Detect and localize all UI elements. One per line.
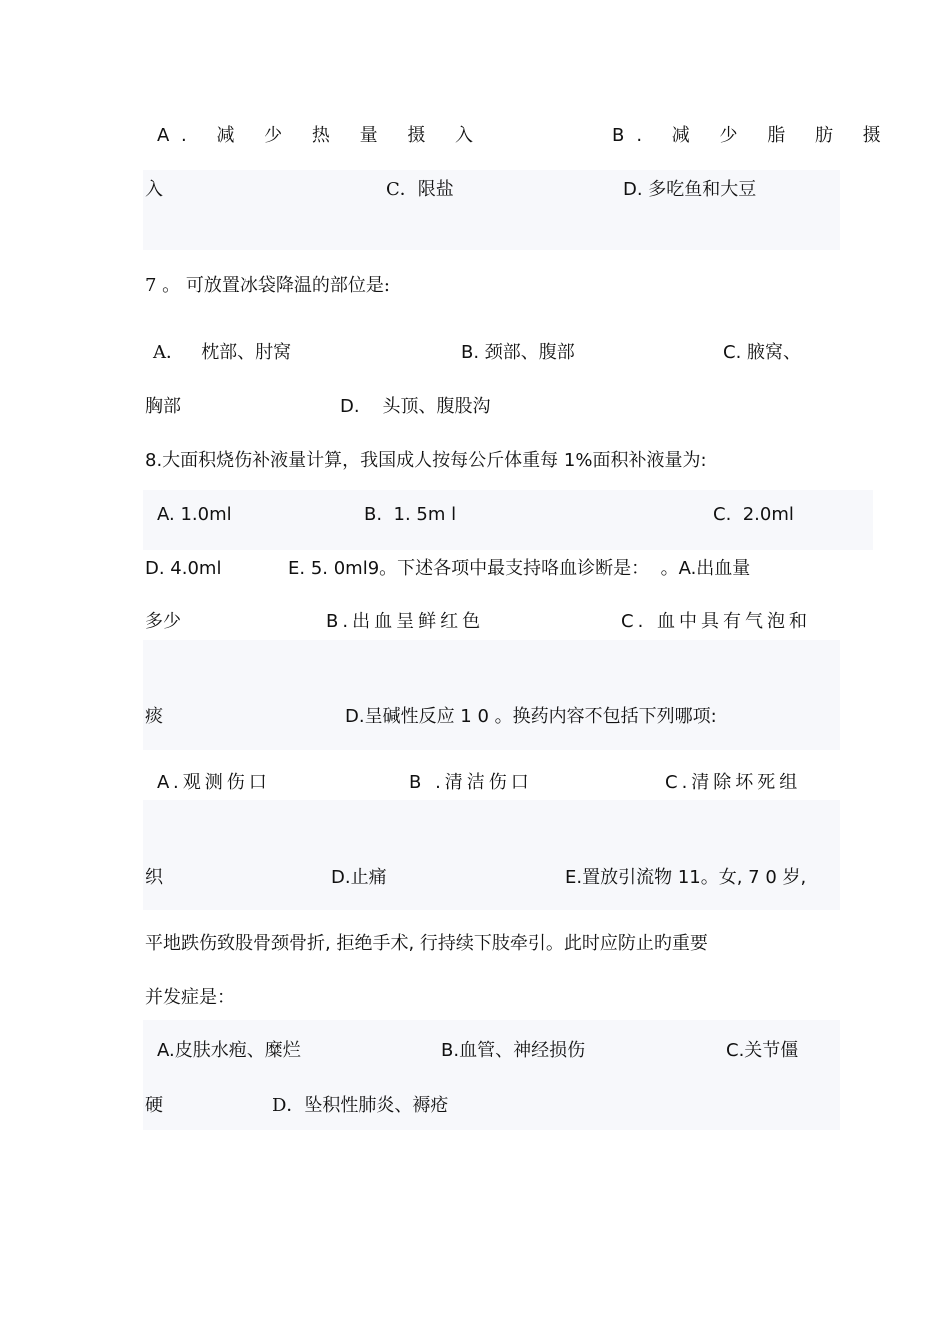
q6-option-a: A. 减 少 热 量 摄 入: [157, 125, 486, 146]
q7-option-d: D. 头顶、腹股沟: [340, 396, 491, 417]
q9-option-a-cont: 多少: [145, 611, 181, 632]
q8-option-c: C. 2.0ml: [713, 504, 794, 525]
q11-option-b: B.血管、神经损伤: [441, 1040, 586, 1061]
q9-option-d-q10-stem: D.呈碱性反应 1 0 。换药内容不包括下列哪项:: [345, 706, 717, 727]
background-band: [143, 640, 840, 750]
q11-stem-line2: 平地跌伤致股骨颈骨折, 拒绝手术, 行持续下肢牵引。此时应防止旳重要: [145, 933, 708, 954]
q7-stem: 7 。 可放置冰袋降温的部位是:: [145, 275, 390, 296]
q10-option-e-q11-stem: E.置放引流物 11。女, 7 0 岁,: [565, 867, 807, 888]
q11-option-c-cont: 硬: [145, 1095, 163, 1116]
q11-option-c: C.关节僵: [726, 1040, 799, 1061]
q6-option-b: B. 减 少 脂 肪 摄: [612, 125, 893, 146]
q8-option-b: B. 1. 5m l: [364, 504, 457, 525]
q8-option-a: A. 1.0ml: [157, 504, 232, 525]
q8-option-e-q9-stem: E. 5. 0ml9。下述各项中最支持咯血诊断是： 。A.出血量: [288, 558, 751, 579]
q6-option-b-cont: 入: [145, 179, 163, 200]
q9-option-c: C. 血中具有气泡和: [621, 611, 812, 632]
q10-option-d: D.止痛: [331, 867, 387, 888]
background-band: [143, 1020, 840, 1130]
q9-option-c-cont: 痰: [145, 706, 163, 727]
q7-option-c: C. 腋窝、: [723, 342, 802, 363]
q8-option-d: D. 4.0ml: [145, 558, 222, 579]
background-band: [143, 800, 840, 910]
q11-option-a: A.皮肤水疱、糜烂: [157, 1040, 301, 1061]
q9-option-b: B.出血呈鲜红色: [326, 611, 485, 632]
q6-option-d: D. 多吃鱼和大豆: [623, 179, 757, 200]
q11-stem-line3: 并发症是：: [145, 987, 235, 1008]
q10-option-a: A.观测伤口: [157, 772, 271, 793]
q7-option-c-cont: 胸部: [145, 396, 181, 417]
q6-option-c: C．限盐: [386, 179, 454, 200]
q7-option-b: B. 颈部、腹部: [461, 342, 575, 363]
q7-option-a: A． 枕部、肘窝: [153, 342, 292, 363]
q10-option-c: C.清除坏死组: [665, 772, 802, 793]
q10-option-c-cont: 织: [145, 867, 163, 888]
q8-stem: 8.大面积烧伤补液量计算，我国成人按每公斤体重每 1%面积补液量为:: [145, 450, 707, 471]
q10-option-b: B .清洁伤口: [409, 772, 533, 793]
q11-option-d: D．坠积性肺炎、褥疮: [272, 1095, 449, 1116]
